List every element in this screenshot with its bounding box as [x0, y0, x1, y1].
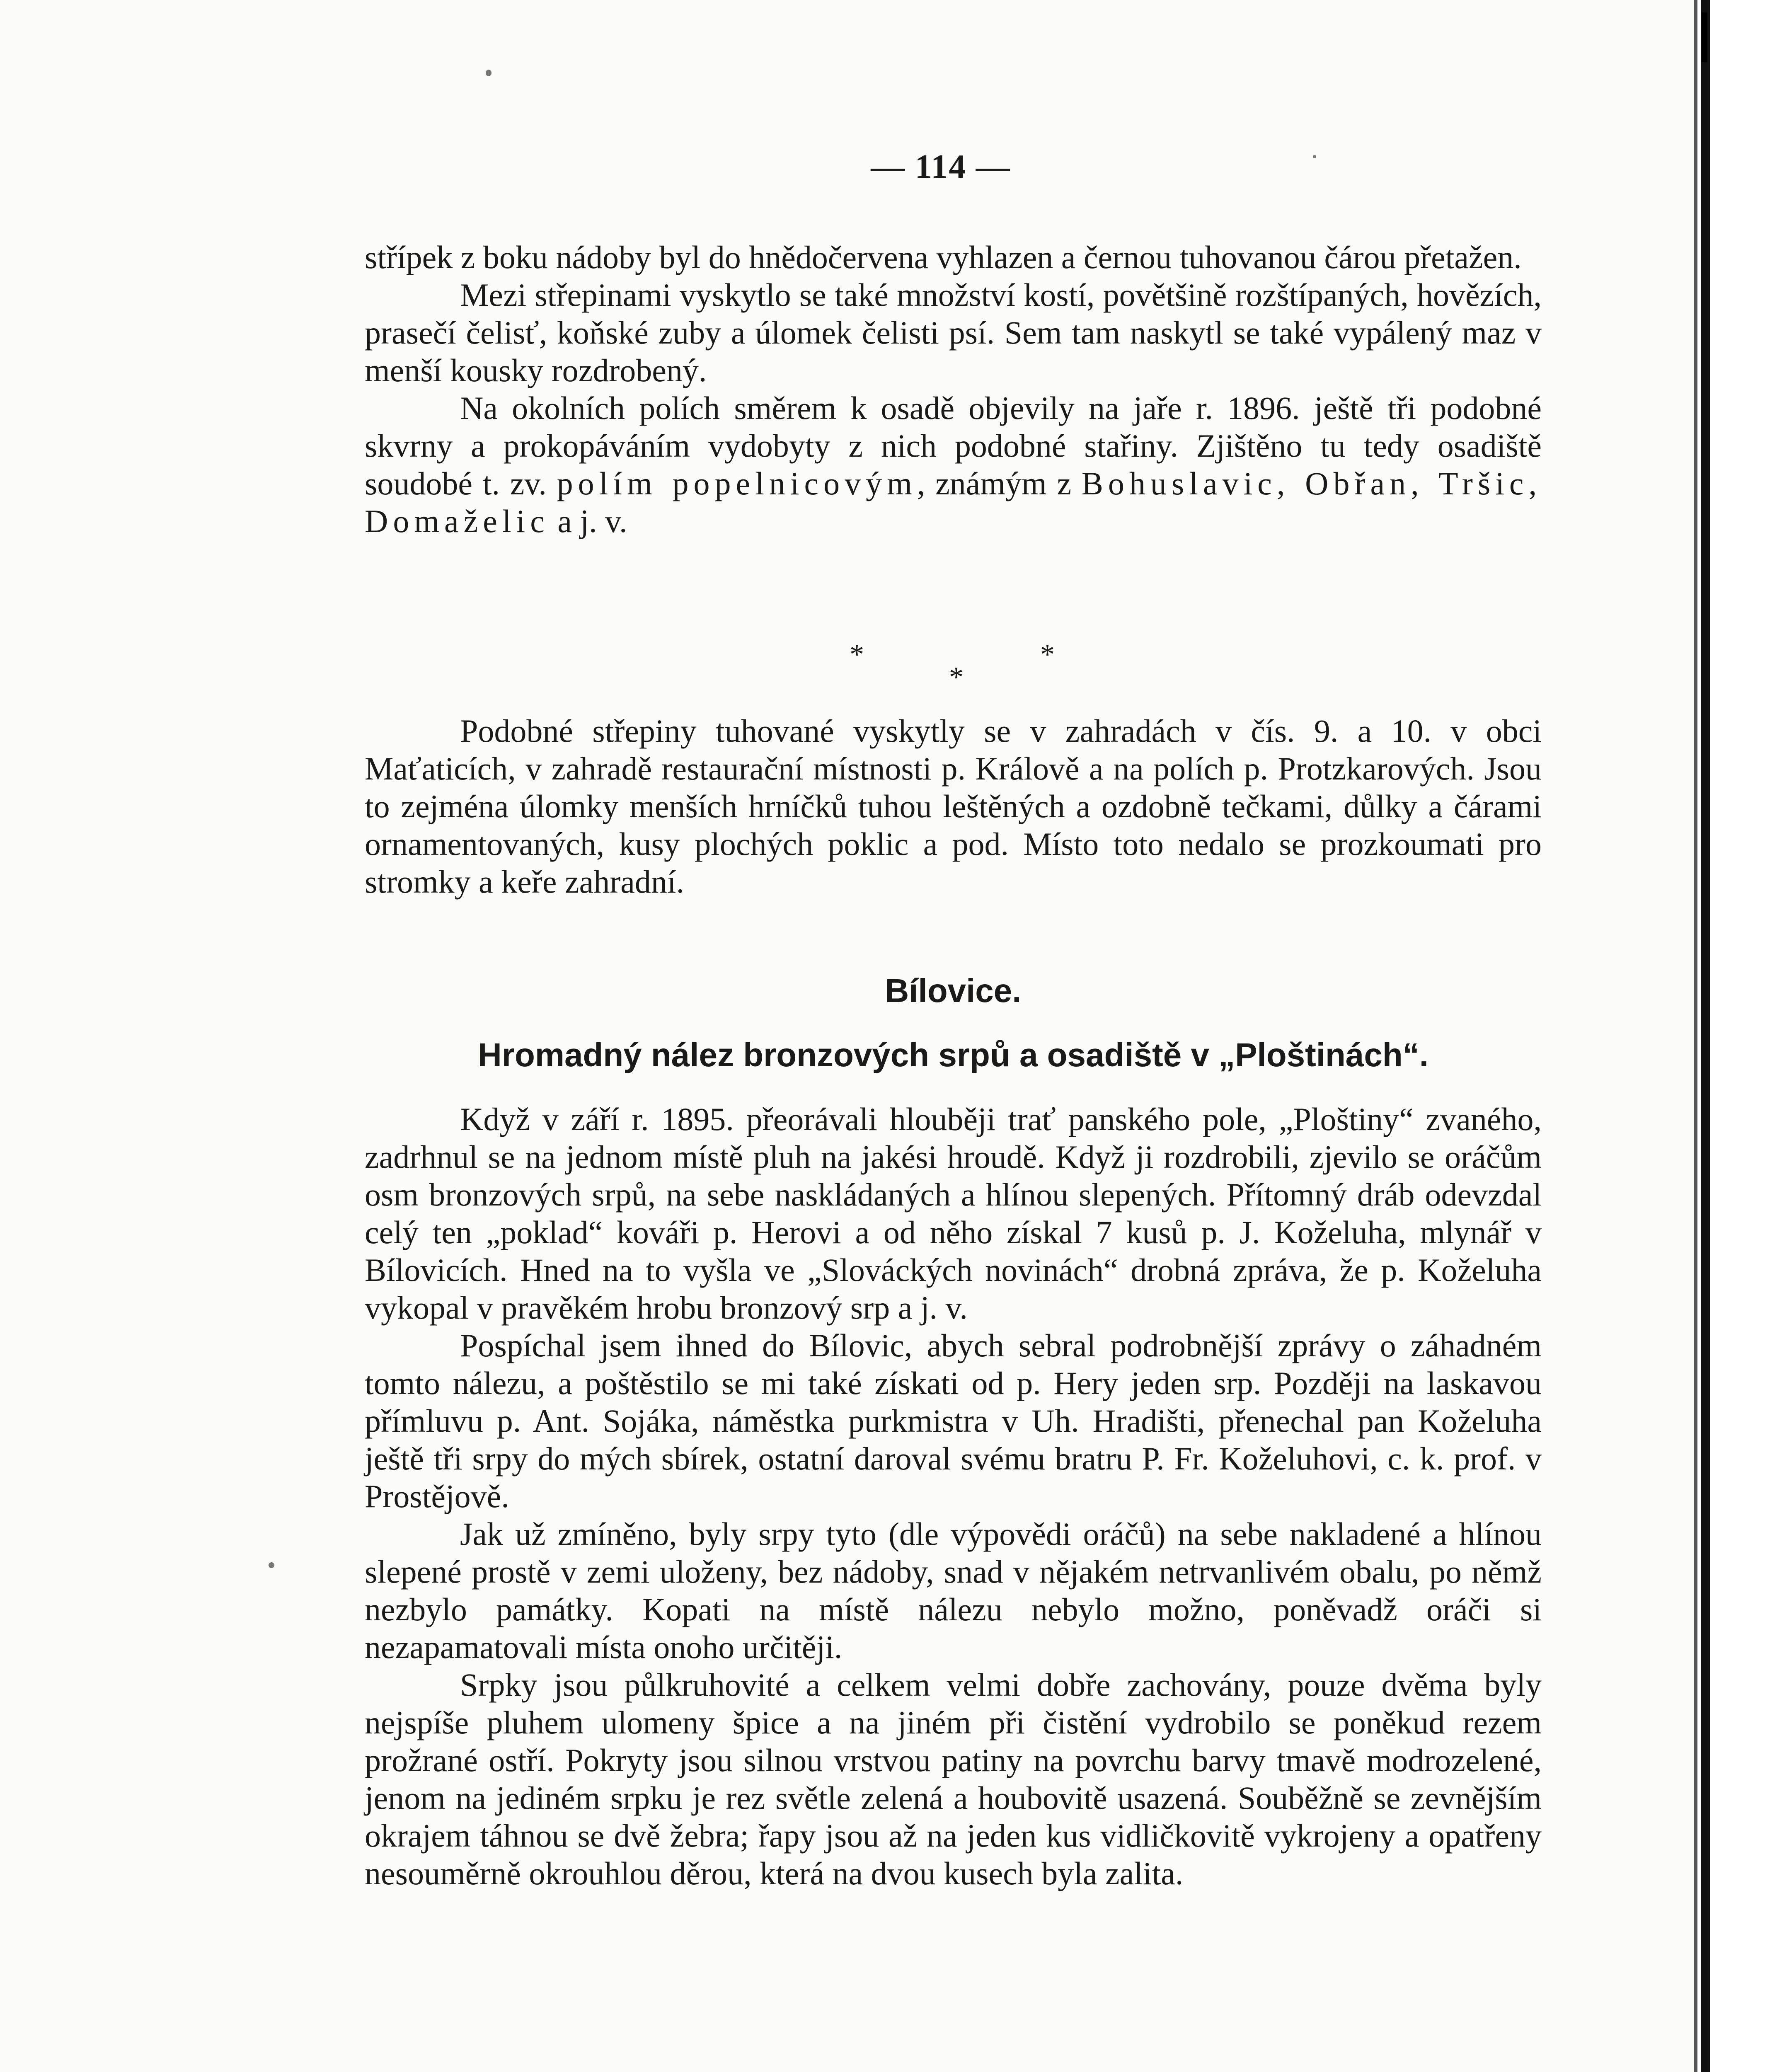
separator-star: *	[949, 661, 964, 693]
emphasis-urn-field: polím popelnicovým	[557, 465, 917, 501]
emphasis-site-names: Bohuslavic, Obřan, Tršic, Domaželic	[365, 465, 1542, 539]
paragraph-description: Srpky jsou půlkruhovité a celkem velmi dobře zachovány, pouze dvěma byly nejspíše pluhem ulomeny špice a na jiném při čistění vydrobilo se poněkud rezem prožrané ostří. Pokryty jsou silnou vrstvou patiny na povrchu barvy tmavě modrozelené, jenom na jediném srpku je rez světle zelená a houbovitě usazená. Souběžně se zevnějším okrajem táhnou se dvě žebra; řapy jsou až na jeden kus vidličkovitě vykrojeny a opatřeny nesouměrně okrouhlou děrou, která na dvou kusech byla zalita.	[365, 1667, 1542, 1891]
paragraph-settlement-end: a j. v.	[549, 503, 627, 539]
text-section-2	[365, 712, 1542, 900]
separator-star: *	[1040, 639, 1055, 670]
scan-speck	[486, 70, 491, 76]
paragraph-settlement-mid: , známým z	[917, 465, 1082, 501]
page-number: — 114 —	[871, 148, 1011, 185]
paragraph-discovery: Když v září r. 1895. přeorávali hlouběji trať panského pole, „Ploštiny“ zvaného, zadrhnul se na jednom místě pluh na jakési hroudě. Když ji rozdrobili, zjevilo se oráčům osm bronzových srpů, na sebe naskládaných a hlínou slepených. Přítomný dráb odevzdal celý ten „poklad“ kováři p. Herovi a od něho získal 7 kusů p. J. Koželuha, mlynář v Bílovicích. Hned na to vyšla ve „Slováckých novinách“ drobná zpráva, že p. Koželuha vykopal v pravěkém hrobu bronzový srp a j. v.	[365, 1101, 1542, 1326]
section-separator	[365, 638, 1542, 700]
page-edge-shadow	[1694, 0, 1697, 2072]
section-heading: Bílovice.	[885, 972, 1022, 1009]
section-subheading: Hromadný nález bronzových srpů a osadiště v „Ploštinách“.	[478, 1036, 1428, 1073]
separator-star: *	[850, 639, 864, 670]
paragraph-deposition: Jak už zmíněno, byly srpy tyto (dle výpovědi oráčů) na sebe nakladené a hlínou slepené prostě v zemi uloženy, bez nádoby, snad v nějakém netrvanlivém obalu, po němž nezbylo památky. Kopati na místě nálezu nebylo možno, poněvadž oráči si nezapamatovali místa onoho určitěji.	[365, 1516, 1542, 1665]
paragraph-acquisition: Pospíchal jsem ihned do Bílovic, abych sebral podrobnější zprávy o záhadném tomto nálezu, a poštěstilo se mi také získati od p. Hery jeden srp. Později na laskavou přímluvu p. Ant. Sojáka, náměstka purkmistra v Uh. Hradišti, přenechal pan Koželuha ještě tři srpy do mých sbírek, ostatní daroval svému bratru P. Fr. Koželuhovi, c. k. prof. v Prostějově.	[365, 1327, 1542, 1514]
text-section-3	[365, 1100, 1542, 1892]
scan-speck	[269, 1562, 274, 1568]
paragraph-continued: střípek z boku nádoby byl do hnědočervena vyhlazen a černou tuhovanou čárou přetažen.	[365, 239, 1522, 275]
paragraph-settlement	[365, 389, 1542, 540]
text-section-1	[365, 238, 1542, 540]
paragraph-matatice: Podobné střepiny tuhované vyskytly se v zahradách v čís. 9. a 10. v obci Maťaticích, v zahradě restaurační místnosti p. Králově a na polích p. Protzkarových. Jsou to zejména úlomky menších hrníčků tuhou leštěných a ozdobně tečkami, důlky a čárami ornamentovaných, kusy plochých poklic a pod. Místo toto nedalo se prozkoumati pro stromky a keře zahradní.	[365, 713, 1542, 900]
paragraph-bones: Mezi střepinami vyskytlo se také množství kostí, povětšině rozštípaných, hovězích, prasečí čelisť, koňské zuby a úlomek čelisti psí. Sem tam naskytl se také vypálený maz v menší kousky rozdrobený.	[365, 277, 1542, 388]
paragraph-settlement-start: Na okolních polích směrem k osadě objevily na jaře r. 1896. ještě tři podobné skvrny a prokopáváním vydobyty z nich podobné stařiny. Zjištěno tu tedy osadiště soudobé t. zv.	[365, 390, 1542, 501]
page-edge-border	[1701, 0, 1710, 2072]
page-edge-mark	[1702, 12, 1707, 62]
